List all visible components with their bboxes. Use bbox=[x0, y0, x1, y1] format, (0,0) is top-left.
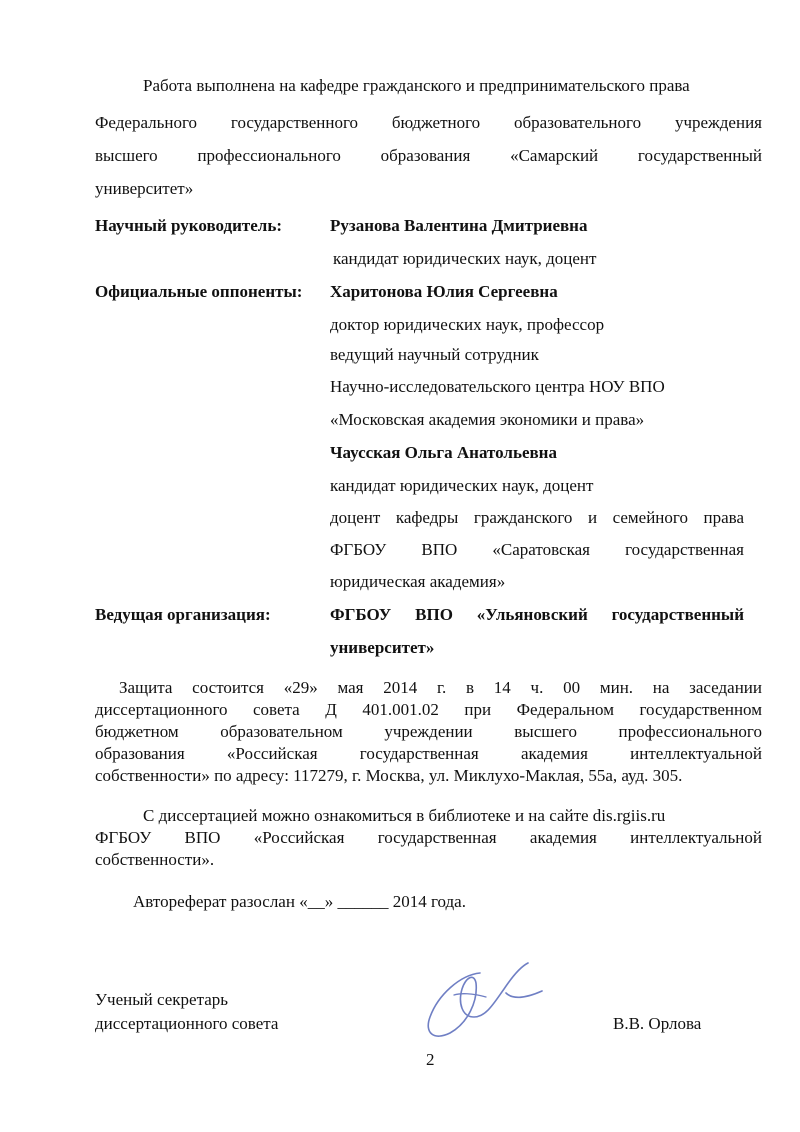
opponent-1-line-1: доктор юридических наук, профессор bbox=[330, 315, 605, 334]
opponents-label: Официальные оппоненты: bbox=[95, 282, 303, 301]
secretary-line-1: Ученый секретарь bbox=[95, 990, 229, 1009]
leading-org-label: Ведущая организация: bbox=[95, 605, 271, 624]
secretary-name: В.В. Орлова bbox=[613, 1014, 702, 1033]
defense-line-2: диссертационного совета Д 401.001.02 при Федеральном государственном bbox=[95, 700, 762, 719]
opponent-2-line-3: ФГБОУ ВПО «Саратовская государственная bbox=[330, 540, 744, 559]
supervisor-title: кандидат юридических наук, доцент bbox=[333, 249, 597, 268]
defense-line-5: собственности» по адресу: 117279, г. Москва, ул. Миклухо-Маклая, 55а, ауд. 305. bbox=[95, 766, 683, 785]
opponent-1-line-4: «Московская академия экономики и права» bbox=[330, 410, 645, 429]
leading-org-line-1: ФГБОУ ВПО «Ульяновский государственный bbox=[330, 605, 744, 624]
defense-line-4: образования «Российская государственная академия интеллектуальной bbox=[95, 744, 762, 763]
supervisor-label: Научный руководитель: bbox=[95, 216, 282, 235]
opponent-2-name: Чаусская Ольга Анатольевна bbox=[330, 443, 557, 462]
intro-line-2: Федерального государственного бюджетного образовательного учреждения bbox=[95, 113, 762, 132]
opponent-1-line-3: Научно-исследовательского центра НОУ ВПО bbox=[330, 377, 665, 396]
intro-line-4: университет» bbox=[95, 179, 194, 198]
intro-line-1: Работа выполнена на кафедре гражданского и предпринимательского права bbox=[143, 76, 690, 95]
sent-line: Автореферат разослан «__» ______ 2014 года. bbox=[133, 892, 466, 911]
library-line-2: ФГБОУ ВПО «Российская государственная академия интеллектуальной bbox=[95, 828, 762, 847]
opponent-2-line-4: юридическая академия» bbox=[330, 572, 506, 591]
secretary-line-2: диссертационного совета bbox=[95, 1014, 279, 1033]
supervisor-name: Рузанова Валентина Дмитриевна bbox=[330, 216, 588, 235]
opponent-2-line-1: кандидат юридических наук, доцент bbox=[330, 476, 594, 495]
defense-line-3: бюджетном образовательном учреждении высшего профессионального bbox=[95, 722, 762, 741]
defense-line-1: Защита состоится «29» мая 2014 г. в 14 ч. 00 мин. на заседании bbox=[119, 678, 762, 697]
opponent-2-line-2: доцент кафедры гражданского и семейного права bbox=[330, 508, 744, 527]
signature bbox=[420, 955, 560, 1045]
library-line-3: собственности». bbox=[95, 850, 215, 869]
opponent-1-line-2: ведущий научный сотрудник bbox=[330, 345, 539, 364]
page-number: 2 bbox=[426, 1050, 435, 1069]
library-line-1: С диссертацией можно ознакомиться в библиотеке и на сайте dis.rgiis.ru bbox=[143, 806, 666, 825]
intro-line-3: высшего профессионального образования «Самарский государственный bbox=[95, 146, 762, 165]
leading-org-line-2: университет» bbox=[330, 638, 435, 657]
opponent-1-name: Харитонова Юлия Сергеевна bbox=[330, 282, 558, 301]
